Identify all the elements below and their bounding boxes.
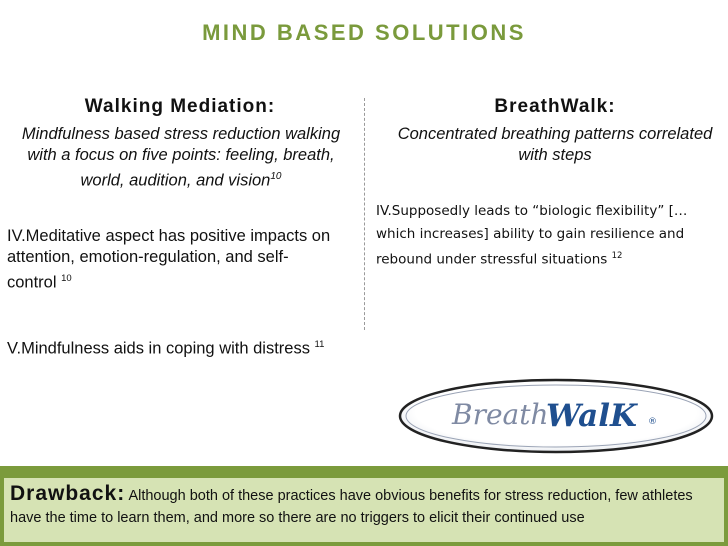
walking-meditation-description	[14, 124, 348, 192]
walking-meditation-description-text: Mindfulness based stress reduction walking with a focus on five points: feeling, breath, world, audition, and vision	[21, 125, 341, 190]
reference-marker: 11	[314, 339, 325, 350]
left-bullet-2-text: V.Mindfulness aids in coping with distress	[7, 339, 315, 358]
breathwalk-heading: BreathWalk:	[494, 96, 616, 117]
breathwalk-description: Concentrated breathing patterns correlated with steps	[397, 125, 713, 164]
right-bullet-1-text: IV.Supposedly leads to “biologic flexibility” [… which increases] ability to gain resilience and rebound under stressful situations	[376, 203, 688, 268]
left-bullet-1-text: IV.Meditative aspect has positive impacts on attention, emotion-regulation, and self-control	[7, 227, 331, 292]
slide-title: MIND BASED SOLUTIONS	[202, 20, 526, 45]
logo-text-breath: Breath	[452, 398, 549, 431]
drawback-text: Although both of these practices have obvious benefits for stress reduction, few athletes have the time to learn them, and more so there are no triggers to elicit their continued use	[10, 488, 693, 526]
drawback-label: Drawback:	[10, 482, 126, 505]
reference-marker: 10	[270, 171, 282, 182]
reference-marker: 12	[611, 251, 623, 261]
reference-marker: 10	[61, 273, 72, 284]
column-divider	[364, 98, 365, 330]
breathwalk-logo	[396, 376, 716, 456]
walking-meditation-heading: Walking Mediation:	[84, 96, 276, 117]
logo-text-walk: WalK	[546, 398, 637, 434]
registered-mark: ®	[648, 417, 657, 427]
left-bullet-2	[7, 334, 337, 360]
drawback-box	[4, 478, 724, 542]
left-bullet-1	[7, 226, 337, 294]
right-bullet-1	[376, 200, 722, 271]
